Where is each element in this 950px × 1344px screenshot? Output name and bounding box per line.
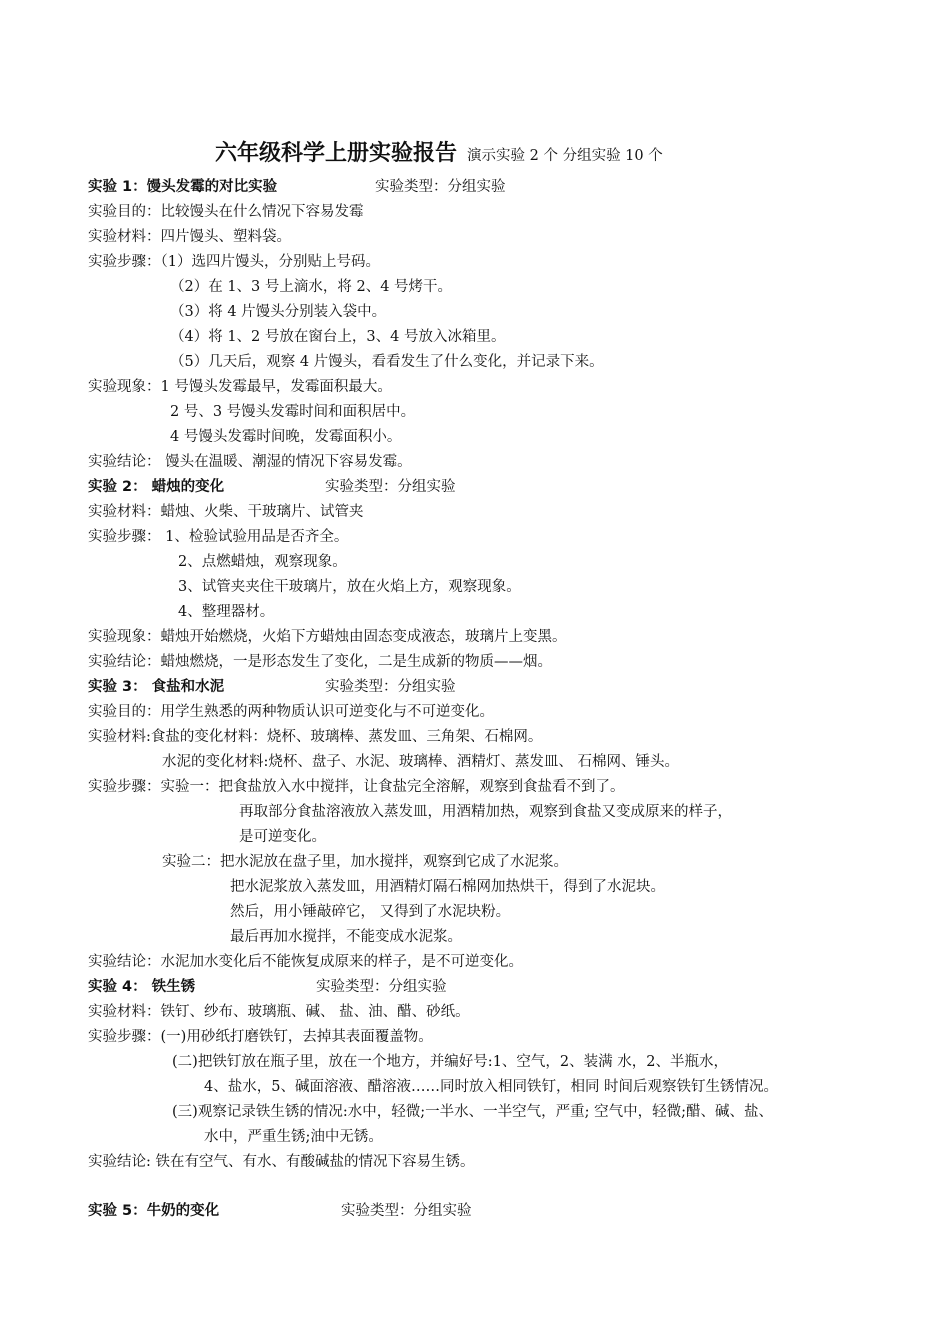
exp1-phenomenon: 2 号、3 号馒头发霉时间和面积居中。 [170,404,416,420]
exp3-materials: 实验材料:食盐的变化材料：烧杯、玻璃棒、蒸发皿、三角架、石棉网。 [88,729,543,745]
exp3-step: 最后再加水搅拌，不能变成水泥浆。 [230,929,462,945]
exp3-type: 实验类型：分组实验 [325,679,456,695]
exp4-heading: 实验 4： 铁生锈 [88,979,196,995]
exp2-materials: 实验材料：蜡烛、火柴、干玻璃片、试管夹 [88,504,364,520]
exp1-step: （3）将 4 片馒头分别装入袋中。 [170,304,387,320]
exp1-step: （4）将 1、2 号放在窗台上，3、4 号放入冰箱里。 [170,329,506,345]
exp1-conclusion: 实验结论： 馒头在温暖、潮湿的情况下容易发霉。 [88,454,412,470]
exp4-step: 4、盐水，5、碱面溶液、醋溶液……同时放入相同铁钉，相同 时间后观察铁钉生锈情况。 [204,1079,779,1095]
exp4-conclusion: 实验结论: 铁在有空气、有水、有酸碱盐的情况下容易生锈。 [88,1154,475,1170]
exp4-step: 水中，严重生锈;油中无锈。 [204,1129,383,1145]
exp4-step: (三)观察记录铁生锈的情况:水中，轻微;一半水、一半空气，严重; 空气中，轻微;醋、碱、盐、 [172,1104,773,1120]
exp3-heading: 实验 3： 食盐和水泥 [88,679,225,695]
exp3-step: 然后，用小锤敲碎它， 又得到了水泥块粉。 [230,904,511,920]
exp3-step: 实验步骤：实验一：把食盐放入水中搅拌，让食盐完全溶解，观察到食盐看不到了。 [88,779,625,795]
exp2-heading: 实验 2： 蜡烛的变化 [88,479,225,495]
exp2-step: 4、整理器材。 [178,604,275,620]
exp2-step: 3、试管夹夹住干玻璃片，放在火焰上方，观察现象。 [178,579,521,595]
exp3-step: 实验二：把水泥放在盘子里，加水搅拌，观察到它成了水泥浆。 [162,854,568,870]
exp1-step: 实验步骤：（1）选四片馒头，分别贴上号码。 [88,254,380,270]
exp2-step: 2、点燃蜡烛，观察现象。 [178,554,347,570]
exp5-type: 实验类型：分组实验 [341,1203,472,1219]
page-title: 六年级科学上册实验报告 [215,141,458,166]
exp5-heading: 实验 5：牛奶的变化 [88,1203,220,1219]
exp1-purpose: 实验目的：比较馒头在什么情况下容易发霉 [88,204,364,220]
exp1-materials: 实验材料：四片馒头、塑料袋。 [88,229,291,245]
exp2-conclusion: 实验结论：蜡烛燃烧，一是形态发生了变化，二是生成新的物质——烟。 [88,654,552,670]
exp3-materials: 水泥的变化材料:烧杯、盘子、水泥、玻璃棒、酒精灯、蒸发皿、 石棉网、锤头。 [162,754,679,770]
exp4-step: 实验步骤：(一)用砂纸打磨铁钉，去掉其表面覆盖物。 [88,1029,433,1045]
exp1-phenomenon: 实验现象：1 号馒头发霉最早，发霉面积最大。 [88,379,392,395]
page-subtitle: 演示实验 2 个 分组实验 10 个 [467,148,663,164]
exp2-type: 实验类型：分组实验 [325,479,456,495]
exp3-purpose: 实验目的：用学生熟悉的两种物质认识可逆变化与不可逆变化。 [88,704,494,720]
exp1-step: （5）几天后，观察 4 片馒头，看看发生了什么变化，并记录下来。 [170,354,604,370]
exp3-step: 把水泥浆放入蒸发皿，用酒精灯隔石棉网加热烘干，得到了水泥块。 [230,879,665,895]
page-title-block [215,136,663,167]
exp3-step: 是可逆变化。 [239,829,326,845]
exp3-step: 再取部分食盐溶液放入蒸发皿，用酒精加热，观察到食盐又变成原来的样子， [239,804,732,820]
exp1-phenomenon: 4 号馒头发霉时间晚，发霉面积小。 [170,429,402,445]
exp2-step: 实验步骤： 1、检验试验用品是否齐全。 [88,529,349,545]
exp1-heading: 实验 1：馒头发霉的对比实验 [88,179,278,195]
exp1-step: （2）在 1、3 号上滴水，将 2、4 号烤干。 [170,279,453,295]
exp4-type: 实验类型：分组实验 [316,979,447,995]
exp2-phenomenon: 实验现象：蜡烛开始燃烧，火焰下方蜡烛由固态变成液态，玻璃片上变黑。 [88,629,567,645]
exp1-type: 实验类型：分组实验 [375,179,506,195]
exp3-conclusion: 实验结论：水泥加水变化后不能恢复成原来的样子，是不可逆变化。 [88,954,523,970]
exp4-step: (二)把铁钉放在瓶子里，放在一个地方，并编好号:1、空气，2、装满 水，2、半瓶水， [172,1054,728,1070]
exp4-materials: 实验材料：铁钉、纱布、玻璃瓶、碱、 盐、油、醋、砂纸。 [88,1004,470,1020]
